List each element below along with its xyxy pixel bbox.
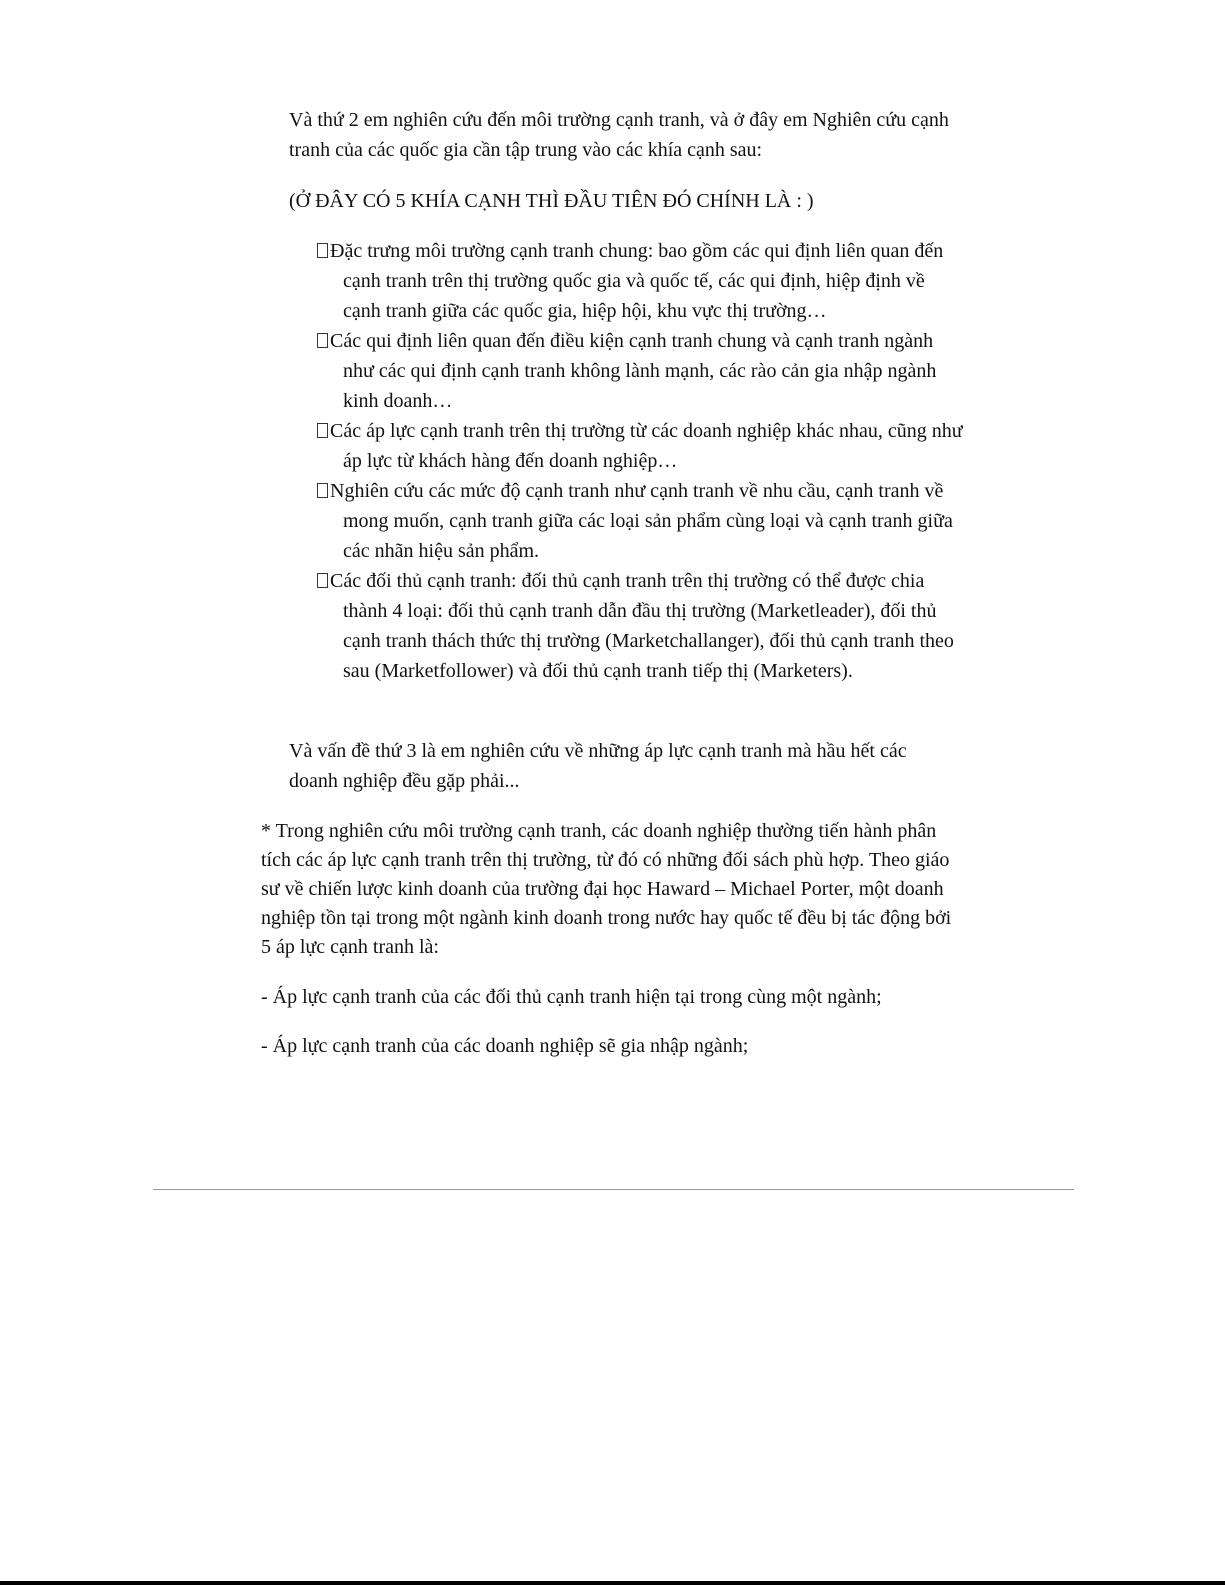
list-item (317, 566, 967, 686)
list-item (317, 476, 967, 566)
porter-paragraph: * Trong nghiên cứu môi trường cạnh tranh, các doanh nghiệp thường tiến hành phân tích các áp lực cạnh tranh trên thị trường, từ đó có những đối sách phù hợp. Theo giáo sư về chiến lược kinh doanh của trường đại học Haward – Michael Porter, một doanh nghiệp tồn tại trong một ngành kinh doanh trong nước hay quốc tế đều bị tác động bởi 5 áp lực cạnh tranh là: (261, 820, 952, 958)
checkbox-glyph-icon (317, 423, 328, 438)
list-item (317, 326, 967, 416)
aspect-list (317, 236, 967, 686)
list-item (317, 416, 967, 476)
checkbox-glyph-icon (317, 573, 328, 588)
list-item-text: Các qui định liên quan đến điều kiện cạnh tranh chung và cạnh tranh ngành như các qui định cạnh tranh không lành mạnh, các rào cản gia nhập ngành kinh doanh… (330, 330, 937, 412)
checkbox-glyph-icon (317, 483, 328, 498)
list-item-text: Nghiên cứu các mức độ cạnh tranh như cạnh tranh về nhu cầu, cạnh tranh về mong muốn, cạnh tranh giữa các loại sản phẩm cùng loại và cạnh tranh giữa các nhãn hiệu sản phẩm. (330, 480, 953, 562)
list-item-text: Các áp lực cạnh tranh trên thị trường từ các doanh nghiệp khác nhau, cũng như áp lực từ khách hàng đến doanh nghiệp… (330, 420, 963, 472)
page-bottom-edge (0, 1581, 1225, 1585)
force-item-1: - Áp lực cạnh tranh của các đối thủ cạnh tranh hiện tại trong cùng một ngành; (261, 986, 882, 1008)
section-heading: (Ở ĐÂY CÓ 5 KHÍA CẠNH THÌ ĐẦU TIÊN ĐÓ CHÍNH LÀ : ) (289, 190, 814, 212)
intro-paragraph: Và thứ 2 em nghiên cứu đến môi trường cạnh tranh, và ở đây em Nghiên cứu cạnh tranh của các quốc gia cần tập trung vào các khía cạnh sau: (289, 109, 949, 161)
list-item (317, 236, 967, 326)
checkbox-glyph-icon (317, 333, 328, 348)
list-item-text: Các đối thủ cạnh tranh: đối thủ cạnh tranh trên thị trường có thể được chia thành 4 loại: đối thủ cạnh tranh dẫn đầu thị trường (Marketleader), đối thủ cạnh tranh thách thức thị trường (Marketchallanger), đối thủ cạnh tranh theo sau (Marketfollower) và đối thủ cạnh tranh tiếp thị (Marketers). (330, 570, 954, 682)
list-item-text: Đặc trưng môi trường cạnh tranh chung: bao gồm các qui định liên quan đến cạnh tranh trên thị trường quốc gia và quốc tế, các qui định, hiệp định về cạnh tranh giữa các quốc gia, hiệp hội, khu vực thị trường… (330, 240, 944, 322)
force-item-2: - Áp lực cạnh tranh của các doanh nghiệp sẽ gia nhập ngành; (261, 1035, 749, 1057)
third-issue-paragraph: Và vấn đề thứ 3 là em nghiên cứu về những áp lực cạnh tranh mà hầu hết các doanh nghiệp đều gặp phải... (289, 740, 907, 792)
checkbox-glyph-icon (317, 243, 328, 258)
page-divider (153, 1189, 1074, 1190)
